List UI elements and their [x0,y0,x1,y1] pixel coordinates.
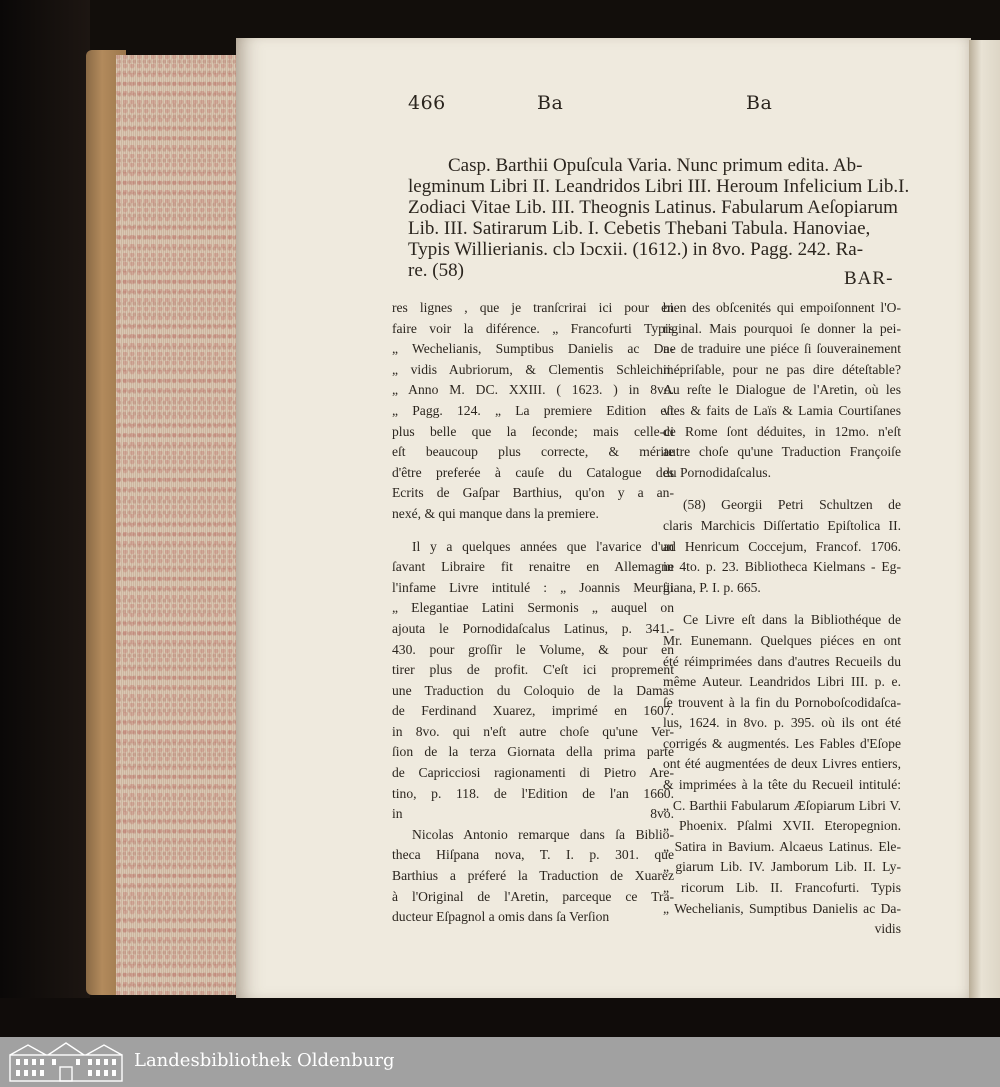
left-column-line: à l'Original de l'Aretin, parceque ce Tra- [392,888,674,904]
left-column-line: nexé, & qui manque dans la premiere. [392,505,599,521]
left-column-line: „ vidis Aubriorum, & Clementis Schleichii. [392,361,674,377]
right-column-line: & imprimées à la tête du Recueil intitulé: [663,777,901,793]
running-head-left: Ba [537,92,564,114]
right-column-line: bien des obſcenités qui empoiſonnent l'O- [663,300,901,315]
left-column-line: „ Wechelianis, Sumptibus Danielis ac Da- [392,341,674,357]
left-column-line: de Ferdinand Xuarez, imprimé en 1607. [392,703,674,719]
left-column-line: „ Elegantiae Latini Sermonis „ auquel on [392,600,674,616]
left-column-line: l'infame Livre intitulé : „ Joannis Meurſii [392,579,674,595]
left-column-line: ſavant Libraire fit renaitre en Allemagne [392,559,674,575]
left-column-line: theca Hiſpana nova, T. I. p. 301. que [392,847,674,863]
right-column-line: in 4to. p. 23. Bibliotheca Kielmans - Eg- [663,559,901,575]
right-column-line: Ce Livre eſt dans la Bibliothéque de [683,612,901,628]
left-column-line: „ Pagg. 124. „ La premiere Edition eſt [392,402,674,418]
library-building-logo [8,1041,124,1083]
right-column-line: ad Henricum Coccejum, Francof. 1706. [663,538,901,554]
right-column-line: giana, P. I. p. 665. [663,579,761,595]
entry-line: Casp. Barthii Opuſcula Varia. Nunc primum edita. Ab- [448,155,863,176]
left-column-line: Il y a quelques années que l'avarice d'un [412,538,674,554]
right-column-line: „ Wechelianis, Sumptibus Danielis ac Da- [663,900,901,916]
left-column-line: plus belle que la ſeconde; mais celle-ci [392,423,674,439]
left-column-line: Barthius a préferé la Traduction de Xuarez [392,868,674,884]
left-column-line: d'être preferée à cauſe du Catalogue des [392,464,674,480]
left-column-line: res lignes , que je tranſcrirai ici pour en [392,300,674,315]
library-name: Landesbibliothek Oldenburg [134,1050,395,1071]
right-column-line: „ C. Barthii Fabularum Æſopiarum Libri V. [663,797,901,813]
catchword: BAR- [844,268,894,289]
left-column-line: in 8vo. [392,806,674,822]
left-column [392,298,674,928]
entry-line: Lib. III. Satirarum Lib. I. Cebetis Thebani Tabula. Hanoviae, [408,218,871,239]
entry-line: Typis Willierianis. clɔ Iɔcxii. (1612.) in 8vo. Pagg. 242. Ra- [408,239,864,260]
left-column-line: tirer plus de profit. C'eſt ici proprement [392,662,674,678]
entry-line: re. (58) [408,260,464,281]
right-column-line: (58) Georgii Petri Schultzen de [683,497,901,513]
paragraph-gap [663,598,901,610]
left-column-line: ajouta le Pornodidaſcalus Latinus, p. 341.- [392,620,674,636]
right-column-line: du Pornodidaſcalus. [663,464,771,480]
right-column-line: mépriſable, pour ne pas dire déteſtable? [663,361,901,377]
right-column-line: vies & faits de Laïs & Lamia Courtiſanes [663,402,901,418]
left-column-line: in 8vo. qui n'eſt autre choſe qu'une Ver- [392,723,674,739]
right-column-line: Au reſte le Dialogue de l'Aretin, où les [663,382,901,398]
library-footer [0,1037,1000,1087]
running-head-right: Ba [746,92,773,114]
left-column-line: ſion de la terza Giornata della prima parte [392,744,674,760]
left-column-line: ducteur Eſpagnol a omis dans ſa Verſion [392,909,610,925]
left-column-line: tino, p. 118. de l'Edition de l'an 1660. [392,785,674,801]
page-number: 466 [408,92,446,114]
page-block-edge [116,55,238,995]
left-column-line: Nicolas Antonio remarque dans ſa Biblio- [412,826,674,842]
right-column-line: été réimprimées dans d'autres Recueils du [663,653,901,669]
paragraph-gap [392,525,674,537]
bibliographic-entry [408,155,910,281]
background-shadow [0,0,90,1037]
right-column-line: ont été augmentées de deux Livres entiers, [663,756,901,772]
right-column-line: autre choſe qu'une Traduction Françoiſe [663,444,901,460]
right-column-line: lus, 1624. in 8vo. p. 395. où ils ont été [663,715,901,731]
right-column [663,298,901,940]
left-column-line: 430. pour groſſir le Volume, & pour en [392,641,674,657]
entry-line: Zodiaci Vitae Lib. III. Theognis Latinus. Fabularum Aeſopiarum [408,197,898,218]
left-column-line: faire voir la diférence. „ Francofurti Typis [392,320,674,336]
right-column-line: riginal. Mais pourquoi ſe donner la pei- [663,320,901,336]
left-column-line: „ Anno M. DC. XXIII. ( 1623. ) in 8vo. [392,382,674,398]
right-column-line: „ Satira in Bavium. Alcaeus Latinus. Ele- [663,838,901,854]
left-column-line: Ecrits de Gaſpar Barthius, qu'on y a an- [392,485,674,501]
left-column-line: de Capricciosi ragionamenti di Pietro Are- [392,765,674,781]
right-column-line: „ Phoenix. Pſalmi XVII. Eteropegnion. [663,818,901,834]
right-column-line: ne de traduire une piéce ſi ſouverainement [663,341,901,357]
paragraph-gap [663,483,901,495]
right-column-line: même Auteur. Leandridos Libri III. p. e. [663,674,901,690]
right-column-line: corrigés & augmentés. Les Fables d'Eſope [663,735,901,751]
right-column-line: ſe trouvent à la fin du Pornoboſcodidaſca- [663,694,901,710]
right-column-line: Mr. Eunemann. Quelques piéces en ont [663,632,901,648]
right-column-line: claris Marchicis Diſſertatio Epiſtolica II. [663,517,901,533]
facing-page-edge [969,40,1000,998]
left-column-line: une Traduction du Coloquio de la Damas [392,682,674,698]
right-column-line: „ ricorum Lib. II. Francofurti. Typis [663,880,901,896]
right-column-line: vidis [874,921,901,937]
bottom-shadow [0,998,1000,1037]
right-column-line: de Rome ſont déduites, in 12mo. n'eſt [663,423,901,439]
entry-line: legminum Libri II. Leandridos Libri III. Heroum Infelicium Lib.I. [408,176,910,197]
left-column-line: eſt beaucoup plus correcte, & mérite [392,444,674,460]
right-column-line: „ giarum Lib. IV. Jamborum Lib. II. Ly- [663,859,901,875]
